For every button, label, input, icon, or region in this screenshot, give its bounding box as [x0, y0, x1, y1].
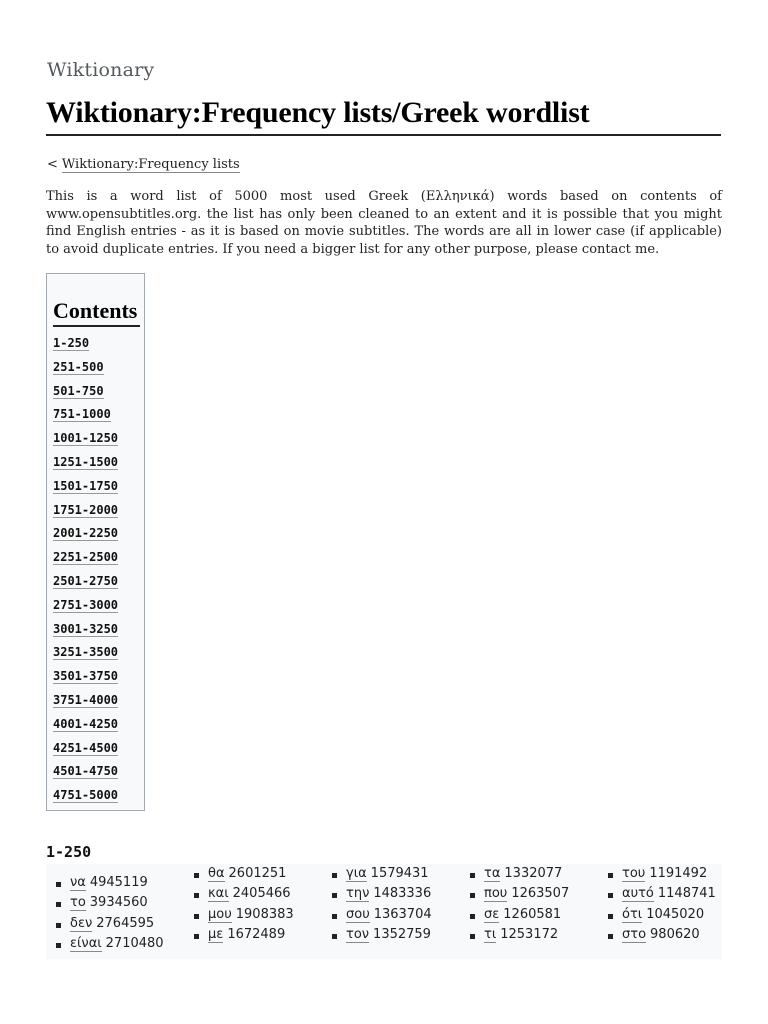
word-frequency: 1672489 — [227, 926, 286, 942]
word-column — [605, 864, 716, 945]
word-link[interactable]: για — [346, 866, 367, 881]
word-frequency: 1332077 — [504, 866, 563, 881]
word-column — [329, 864, 432, 945]
toc-item — [53, 428, 144, 452]
word-link[interactable]: τι — [484, 926, 497, 942]
word-frequency: 2405466 — [232, 886, 291, 902]
word-frequency: 1260581 — [503, 906, 562, 922]
list-item — [467, 884, 569, 904]
word-link[interactable]: μου — [208, 906, 232, 922]
toc-link[interactable]: 501-750 — [53, 383, 104, 398]
word-link[interactable]: τα — [484, 866, 501, 881]
word-column — [53, 873, 164, 954]
breadcrumb — [47, 157, 240, 172]
word-frequency: 2601251 — [228, 866, 287, 881]
site-name[interactable]: Wiktionary — [47, 59, 155, 81]
toc-item — [53, 381, 144, 405]
word-frequency: 1263507 — [511, 886, 570, 902]
toc-item — [53, 333, 144, 357]
toc-item — [53, 642, 144, 666]
word-frequency: 2710480 — [105, 935, 164, 951]
list-item — [191, 864, 294, 884]
list-item — [191, 905, 294, 925]
toc-item — [53, 571, 144, 595]
list-item — [605, 864, 716, 884]
list-item — [53, 934, 164, 954]
word-link[interactable]: θα — [208, 866, 225, 881]
toc-link[interactable]: 3751-4000 — [53, 692, 119, 707]
word-link[interactable]: σε — [484, 906, 500, 922]
toc-link[interactable]: 2251-2500 — [53, 550, 119, 565]
toc-link[interactable]: 1751-2000 — [53, 502, 119, 517]
word-link[interactable]: να — [70, 875, 86, 890]
toc-link[interactable]: 3501-3750 — [53, 669, 119, 684]
word-frequency: 1908383 — [235, 906, 294, 922]
toc-link[interactable]: 2501-2750 — [53, 573, 119, 588]
toc-link[interactable]: 2001-2250 — [53, 526, 119, 541]
list-item — [53, 914, 164, 934]
toc-link[interactable]: 4251-4500 — [53, 740, 119, 755]
word-link[interactable]: του — [622, 866, 646, 881]
toc-item — [53, 357, 144, 381]
word-column — [467, 864, 569, 945]
toc-item — [53, 547, 144, 571]
toc-link[interactable]: 251-500 — [53, 359, 104, 374]
list-item — [329, 905, 432, 925]
toc-item — [53, 595, 144, 619]
breadcrumb-link[interactable]: Wiktionary:Frequency lists — [61, 157, 240, 172]
toc-item — [53, 761, 144, 785]
toc-link[interactable]: 1251-1500 — [53, 454, 119, 469]
word-link[interactable]: ότι — [622, 906, 643, 922]
toc-item — [53, 500, 144, 524]
list-item — [53, 893, 164, 913]
toc-item — [53, 452, 144, 476]
list-item — [191, 925, 294, 945]
toc-item — [53, 523, 144, 547]
toc-item — [53, 785, 144, 809]
toc-link[interactable]: 3001-3250 — [53, 621, 119, 636]
toc-title: Contents — [53, 298, 140, 327]
word-frequency: 1148741 — [657, 886, 716, 902]
section-heading: 1-250 — [46, 843, 92, 861]
breadcrumb-separator: < — [47, 157, 58, 172]
toc-item — [53, 714, 144, 738]
list-item — [605, 905, 716, 925]
list-item — [53, 873, 164, 893]
word-link[interactable]: στο — [622, 926, 647, 942]
word-frequency: 1363704 — [373, 906, 432, 922]
word-link[interactable]: την — [346, 886, 370, 902]
toc-item — [53, 666, 144, 690]
toc-link[interactable]: 4001-4250 — [53, 716, 119, 731]
table-of-contents — [46, 273, 145, 811]
toc-link[interactable]: 1001-1250 — [53, 431, 119, 446]
word-frequency: 980620 — [650, 926, 700, 942]
word-link[interactable]: είναι — [70, 935, 102, 951]
word-link[interactable]: που — [484, 886, 508, 902]
word-frequency: 2764595 — [96, 915, 155, 931]
word-frequency: 1352759 — [373, 926, 431, 942]
toc-item — [53, 404, 144, 428]
word-frequency: 1483336 — [373, 886, 432, 902]
toc-link[interactable]: 4751-5000 — [53, 788, 119, 803]
list-item — [467, 905, 569, 925]
toc-item — [53, 738, 144, 762]
word-frequency: 1045020 — [646, 906, 705, 922]
word-link[interactable]: δεν — [70, 915, 93, 931]
toc-link[interactable]: 1-250 — [53, 336, 90, 350]
list-item — [467, 864, 569, 884]
word-frequency: 1579431 — [370, 866, 429, 881]
list-item — [605, 884, 716, 904]
toc-link[interactable]: 4501-4750 — [53, 764, 119, 779]
word-link[interactable]: σου — [346, 906, 370, 922]
toc-link[interactable]: 2751-3000 — [53, 597, 119, 612]
toc-link[interactable]: 751-1000 — [53, 407, 111, 422]
list-item — [191, 884, 294, 904]
toc-list — [53, 333, 144, 809]
list-item — [605, 925, 716, 945]
word-link[interactable]: αυτό — [622, 886, 654, 902]
word-frequency: 1253172 — [500, 926, 559, 942]
word-list — [46, 864, 722, 959]
word-column — [191, 864, 294, 945]
toc-link[interactable]: 3251-3500 — [53, 645, 119, 660]
list-item — [329, 925, 432, 945]
word-frequency: 1191492 — [649, 866, 708, 881]
word-link[interactable]: τον — [346, 926, 370, 942]
page-title: Wiktionary:Frequency lists/Greek wordlist — [46, 96, 721, 136]
word-frequency: 4945119 — [89, 875, 148, 890]
toc-item — [53, 619, 144, 643]
list-item — [329, 864, 432, 884]
word-link[interactable]: και — [208, 886, 229, 902]
word-frequency: 3934560 — [89, 895, 148, 911]
intro-paragraph: This is a word list of 5000 most used Greek (Ελληνικά) words based on contents of www.opensubtitles.org. the list has only been cleaned to an extent and it is possible that you might find English entries - as it is based on movie subtitles. The words are all in lower case (if applicable) to avoid duplicate entries. If you need a bigger list for any other purpose, please contact me. — [46, 189, 722, 257]
word-link[interactable]: το — [70, 895, 86, 911]
list-item — [467, 925, 569, 945]
toc-link[interactable]: 1501-1750 — [53, 478, 119, 493]
word-link[interactable]: με — [208, 926, 224, 942]
toc-item — [53, 690, 144, 714]
list-item — [329, 884, 432, 904]
toc-item — [53, 476, 144, 500]
